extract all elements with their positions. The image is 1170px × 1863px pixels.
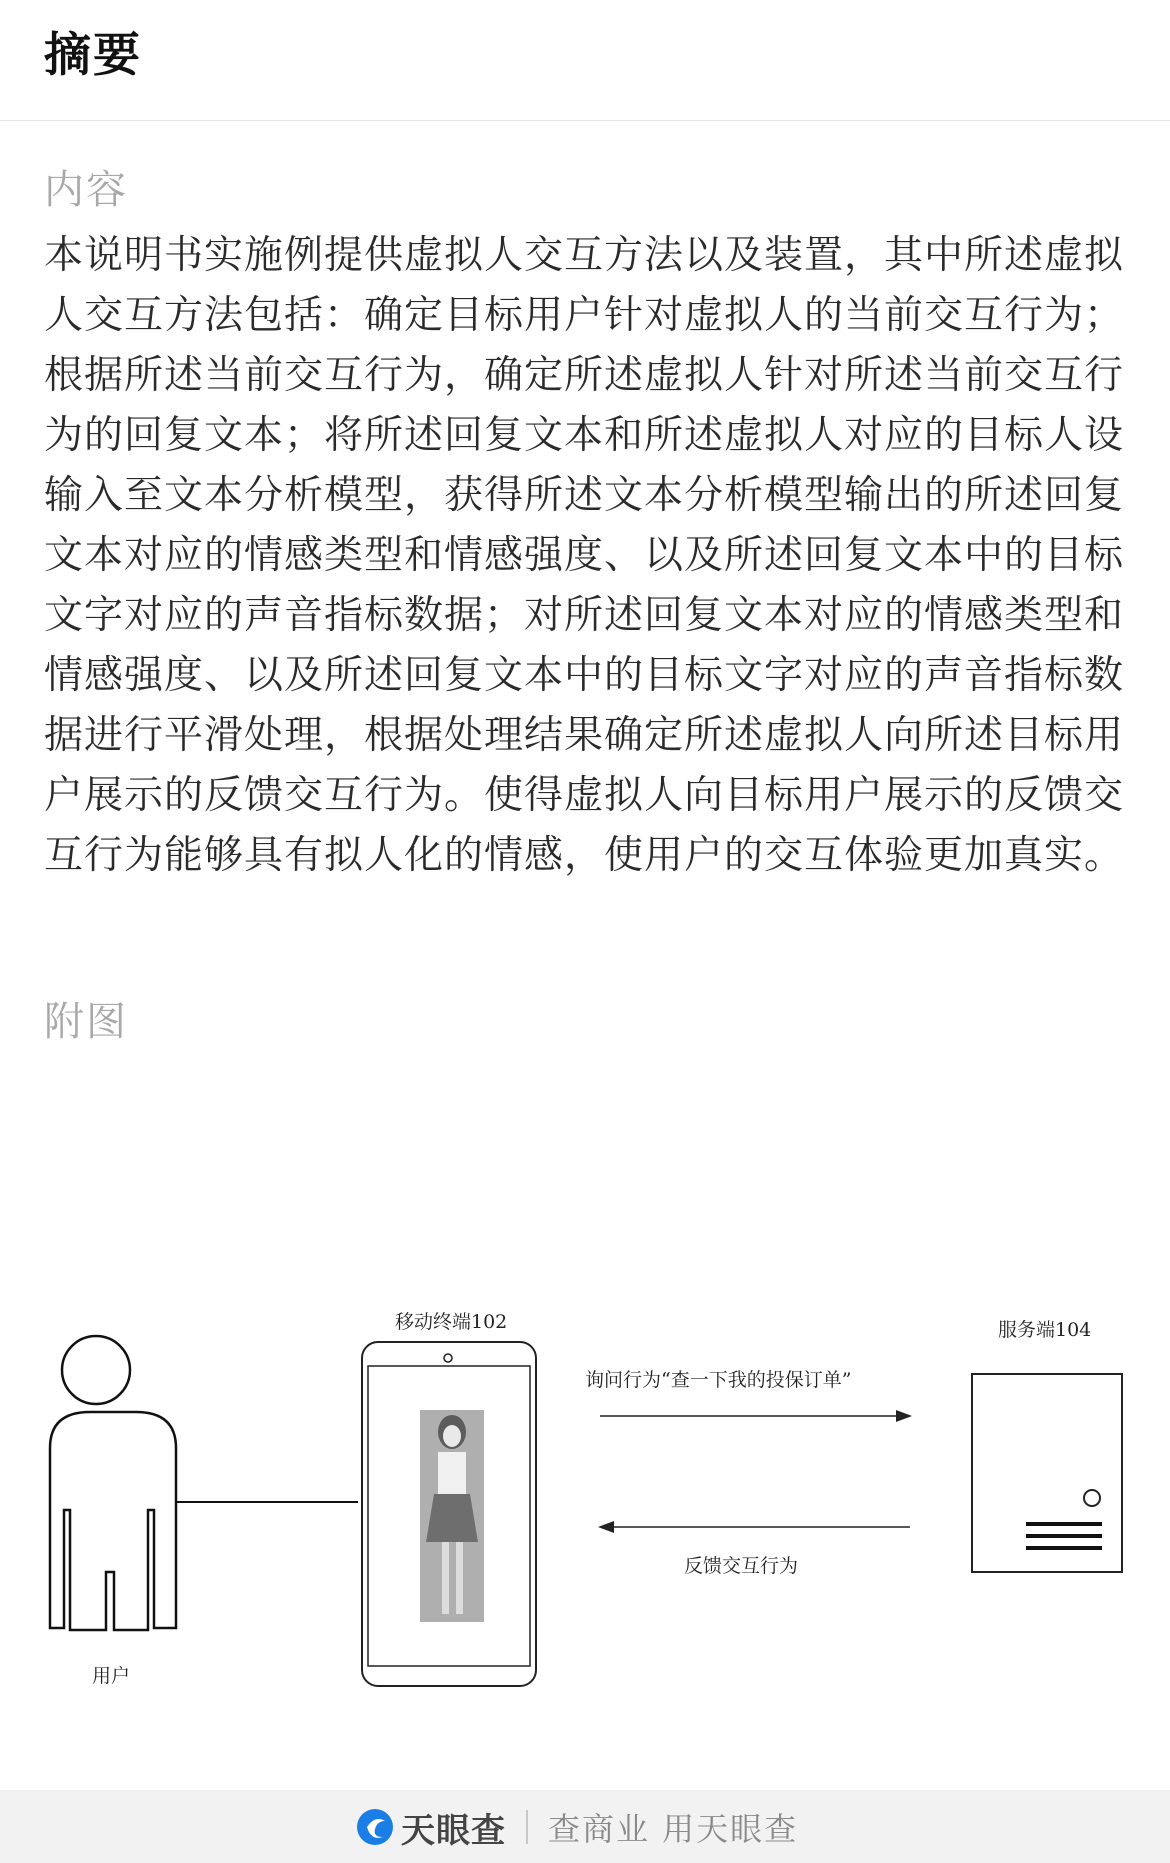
mobile-terminal-label: 移动终端102 xyxy=(395,1311,508,1333)
user-body xyxy=(50,1412,176,1630)
footer-divider xyxy=(526,1810,528,1844)
request-label: 询问行为“查一下我的投保订单” xyxy=(585,1369,852,1391)
page-title: 摘要 xyxy=(44,28,142,83)
content-section-label: 内容 xyxy=(44,167,128,213)
mobile-terminal xyxy=(362,1342,536,1686)
user-label: 用户 xyxy=(92,1665,131,1687)
feedback-arrowhead xyxy=(598,1521,614,1533)
footer-slogan: 查商业 用天眼查 xyxy=(548,1810,799,1848)
user-head xyxy=(62,1336,130,1404)
footer-brand[interactable] xyxy=(355,1804,798,1850)
footer-bar xyxy=(0,1790,1170,1863)
figure-diagram xyxy=(0,1270,1170,1710)
server-label: 服务端104 xyxy=(998,1319,1092,1341)
tianyancha-logo-icon xyxy=(355,1807,395,1847)
abstract-text: 本说明书实施例提供虚拟人交互方法以及装置，其中所述虚拟人交互方法包括：确定目标用户针对虚拟人的当前交互行为；根据所述当前交互行为，确定所述虚拟人针对所述当前交互行为的回复文本；将所述回复文本和所述虚拟人对应的目标人设输入至文本分析模型，获得所述文本分析模型输出的所述回复文本对应的情感类型和情感强度、以及所述回复文本中的目标文字对应的声音指标数据；对所述回复文本对应的情感类型和情感强度、以及所述回复文本中的目标文字对应的声音指标数据进行平滑处理，根据处理结果确定所述虚拟人向所述目标用户展示的反馈交互行为。使得虚拟人向目标用户展示的反馈交互行为能够具有拟人化的情感，使用户的交互体验更加真实。 xyxy=(44,233,1125,878)
figure-section-label: 附图 xyxy=(44,999,128,1045)
virtual-human-image xyxy=(420,1410,484,1622)
server-icon xyxy=(972,1374,1122,1572)
patent-figure xyxy=(0,1270,1170,1710)
feedback-label: 反馈交互行为 xyxy=(684,1555,799,1577)
brand-name: 天眼查 xyxy=(401,1810,506,1851)
header xyxy=(0,0,1170,121)
user-figure xyxy=(50,1336,176,1630)
request-arrowhead xyxy=(896,1410,912,1422)
